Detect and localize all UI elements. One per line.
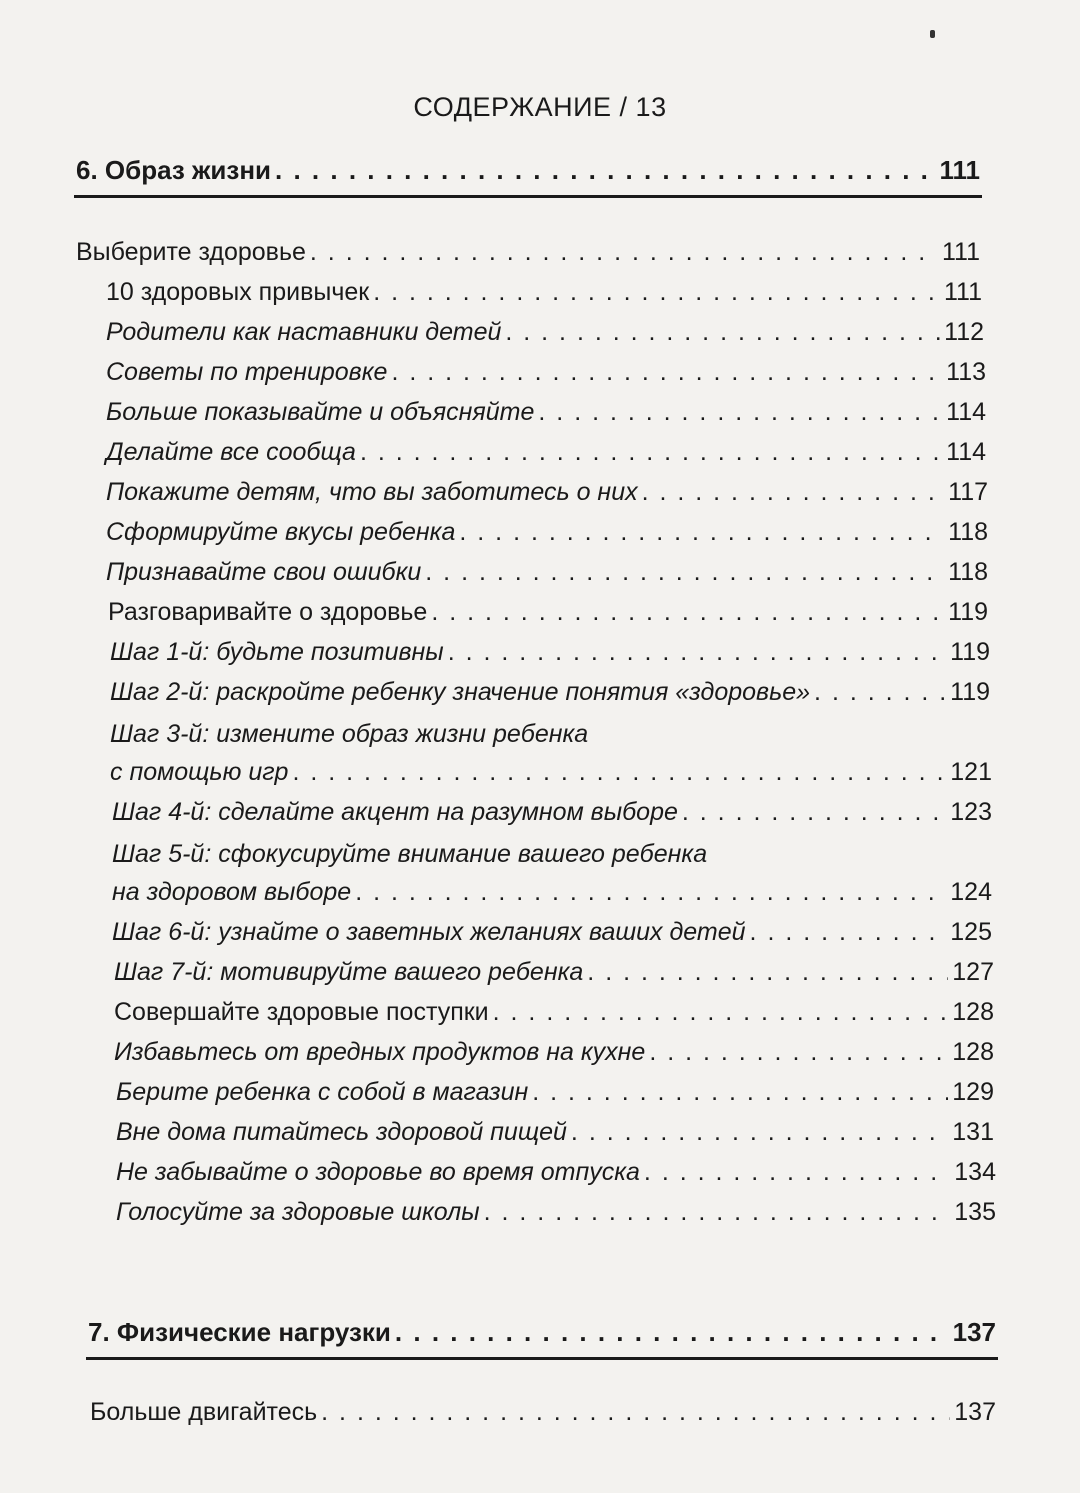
toc-entry-title: Шаг 5-й: сфокусируйте внимание вашего ребенка xyxy=(112,840,708,868)
toc-entry-title: с помощью игр xyxy=(110,758,289,786)
toc-entry-title: Больше двигайтесь xyxy=(90,1398,318,1426)
toc-entry-title: 6. Образ жизни xyxy=(76,155,272,185)
leader-dots xyxy=(360,436,942,468)
toc-entry xyxy=(90,1396,996,1428)
toc-entry xyxy=(106,556,988,588)
toc-entry-page: 113 xyxy=(946,358,986,386)
toc-entry xyxy=(116,1076,994,1108)
leader-dots xyxy=(750,916,947,948)
leader-dots xyxy=(814,676,946,708)
toc-entry-page: 129 xyxy=(952,1078,994,1106)
toc-chapter-6 xyxy=(76,154,980,186)
toc-entry-page: 119 xyxy=(950,638,990,666)
toc-entry xyxy=(110,718,990,750)
toc-entry-page: 125 xyxy=(950,918,992,946)
toc-entry xyxy=(106,436,986,468)
toc-entry-page: 128 xyxy=(952,1038,994,1066)
chapter-rule xyxy=(86,1357,998,1360)
leader-dots xyxy=(391,356,942,388)
toc-entry-title: Шаг 6-й: узнайте о заветных желаниях ваших детей xyxy=(112,918,746,946)
toc-entry-page: 128 xyxy=(952,998,994,1026)
toc-entry-page: 119 xyxy=(950,678,990,706)
leader-dots xyxy=(532,1076,948,1108)
toc-entry-page: 135 xyxy=(954,1198,996,1226)
toc-entry-page: 131 xyxy=(952,1118,994,1146)
toc-entry-title: Шаг 2-й: раскройте ребенку значение понятия «здоровье» xyxy=(110,678,811,706)
toc-entry xyxy=(110,636,990,668)
toc-entry-title: Шаг 7-й: мотивируйте вашего ребенка xyxy=(114,958,584,986)
toc-entry xyxy=(106,356,986,388)
toc-entry-title: 7. Физические нагрузки xyxy=(88,1317,391,1347)
leader-dots xyxy=(649,1036,948,1068)
toc-entry-title: Шаг 1-й: будьте позитивны xyxy=(110,638,444,666)
leader-dots xyxy=(493,996,949,1028)
toc-entry-title: Шаг 4-й: сделайте акцент на разумном выборе xyxy=(112,798,678,826)
toc-entry xyxy=(106,516,988,548)
toc-entry-title: Больше показывайте и объясняйте xyxy=(106,398,535,426)
toc-entry-title: Вне дома питайтесь здоровой пищей xyxy=(116,1118,567,1146)
toc-entry xyxy=(112,838,992,870)
toc-entry xyxy=(112,796,992,828)
leader-dots xyxy=(538,396,942,428)
toc-entry-page: 117 xyxy=(948,478,988,506)
toc-chapter-7 xyxy=(88,1316,996,1348)
toc-entry-title: Голосуйте за здоровые школы xyxy=(116,1198,480,1226)
toc-entry xyxy=(106,396,986,428)
leader-dots xyxy=(310,236,938,268)
toc-entry xyxy=(114,1036,994,1068)
toc-entry-title: Берите ребенка с собой в магазин xyxy=(116,1078,529,1106)
toc-entry-page: 119 xyxy=(948,598,988,626)
leader-dots xyxy=(321,1396,950,1428)
leader-dots xyxy=(425,556,944,588)
leader-dots xyxy=(642,476,945,508)
toc-entry-title: Покажите детям, что вы заботитесь о них xyxy=(106,478,638,506)
toc-entry-page: 123 xyxy=(950,798,992,826)
toc-entry-page: 111 xyxy=(941,238,980,266)
toc-entry xyxy=(114,996,994,1028)
toc-entry-page: 114 xyxy=(946,398,986,426)
toc-entry-page: 127 xyxy=(952,958,994,986)
leader-dots xyxy=(644,1156,950,1188)
toc-entry xyxy=(106,276,982,308)
leader-dots xyxy=(459,516,944,548)
toc-entry-page: 111 xyxy=(939,155,980,185)
toc-entry-title: Не забывайте о здоровье во время отпуска xyxy=(116,1158,640,1186)
toc-entry-title: Шаг 3-й: измените образ жизни ребенка xyxy=(110,720,589,748)
toc-entry-page: 137 xyxy=(954,1398,996,1426)
toc-entry xyxy=(116,1156,996,1188)
leader-dots xyxy=(431,596,944,628)
toc-entry-page: 111 xyxy=(943,278,982,306)
toc-entry-title: Признавайте свои ошибки xyxy=(106,558,422,586)
toc-entry-page: 137 xyxy=(952,1317,996,1347)
toc-entry-title: на здоровом выборе xyxy=(112,878,352,906)
toc-entry-title: Разговаривайте о здоровье xyxy=(108,598,428,626)
toc-entry-title: Избавьтесь от вредных продуктов на кухне xyxy=(114,1038,646,1066)
leader-dots xyxy=(682,796,946,828)
toc-entry xyxy=(112,916,992,948)
toc-entry xyxy=(106,316,984,348)
toc-entry-title: 10 здоровых привычек xyxy=(106,278,370,306)
leader-dots xyxy=(587,956,948,988)
toc-entry xyxy=(114,956,994,988)
toc-entry xyxy=(116,1196,996,1228)
leader-dots xyxy=(373,276,940,308)
toc-entry-title: Сформируйте вкусы ребенка xyxy=(106,518,456,546)
toc-entry-page: 121 xyxy=(950,758,992,786)
toc-entry-page: 118 xyxy=(948,518,988,546)
leader-dots xyxy=(571,1116,948,1148)
leader-dots xyxy=(292,756,946,788)
toc-entry-page: 118 xyxy=(948,558,988,586)
toc-entry xyxy=(116,1116,994,1148)
toc-entry xyxy=(110,676,990,708)
leader-dots xyxy=(505,316,940,348)
toc-entry xyxy=(106,476,988,508)
toc-entry xyxy=(112,876,992,908)
toc-entry-title: Делайте все сообща xyxy=(106,438,356,466)
toc-entry-page: 114 xyxy=(946,438,986,466)
toc-entry-page: 134 xyxy=(954,1158,996,1186)
toc-entry xyxy=(108,596,988,628)
toc-entry-title: Выберите здоровье xyxy=(76,238,306,266)
leader-dots xyxy=(275,154,935,186)
ink-speck xyxy=(930,30,935,38)
toc-entry-title: Советы по тренировке xyxy=(106,358,388,386)
toc-entry xyxy=(110,756,992,788)
leader-dots xyxy=(355,876,946,908)
leader-dots xyxy=(448,636,946,668)
toc-entry-page: 112 xyxy=(944,318,984,346)
toc-entry-title: Совершайте здоровые поступки xyxy=(114,998,489,1026)
chapter-rule xyxy=(74,195,982,198)
leader-dots xyxy=(395,1316,949,1348)
page-header: СОДЕРЖАНИЕ / 13 xyxy=(413,92,667,122)
toc-entry xyxy=(76,236,980,268)
toc-entry-page: 124 xyxy=(950,878,992,906)
leader-dots xyxy=(484,1196,951,1228)
toc-entry-title: Родители как наставники детей xyxy=(106,318,502,346)
